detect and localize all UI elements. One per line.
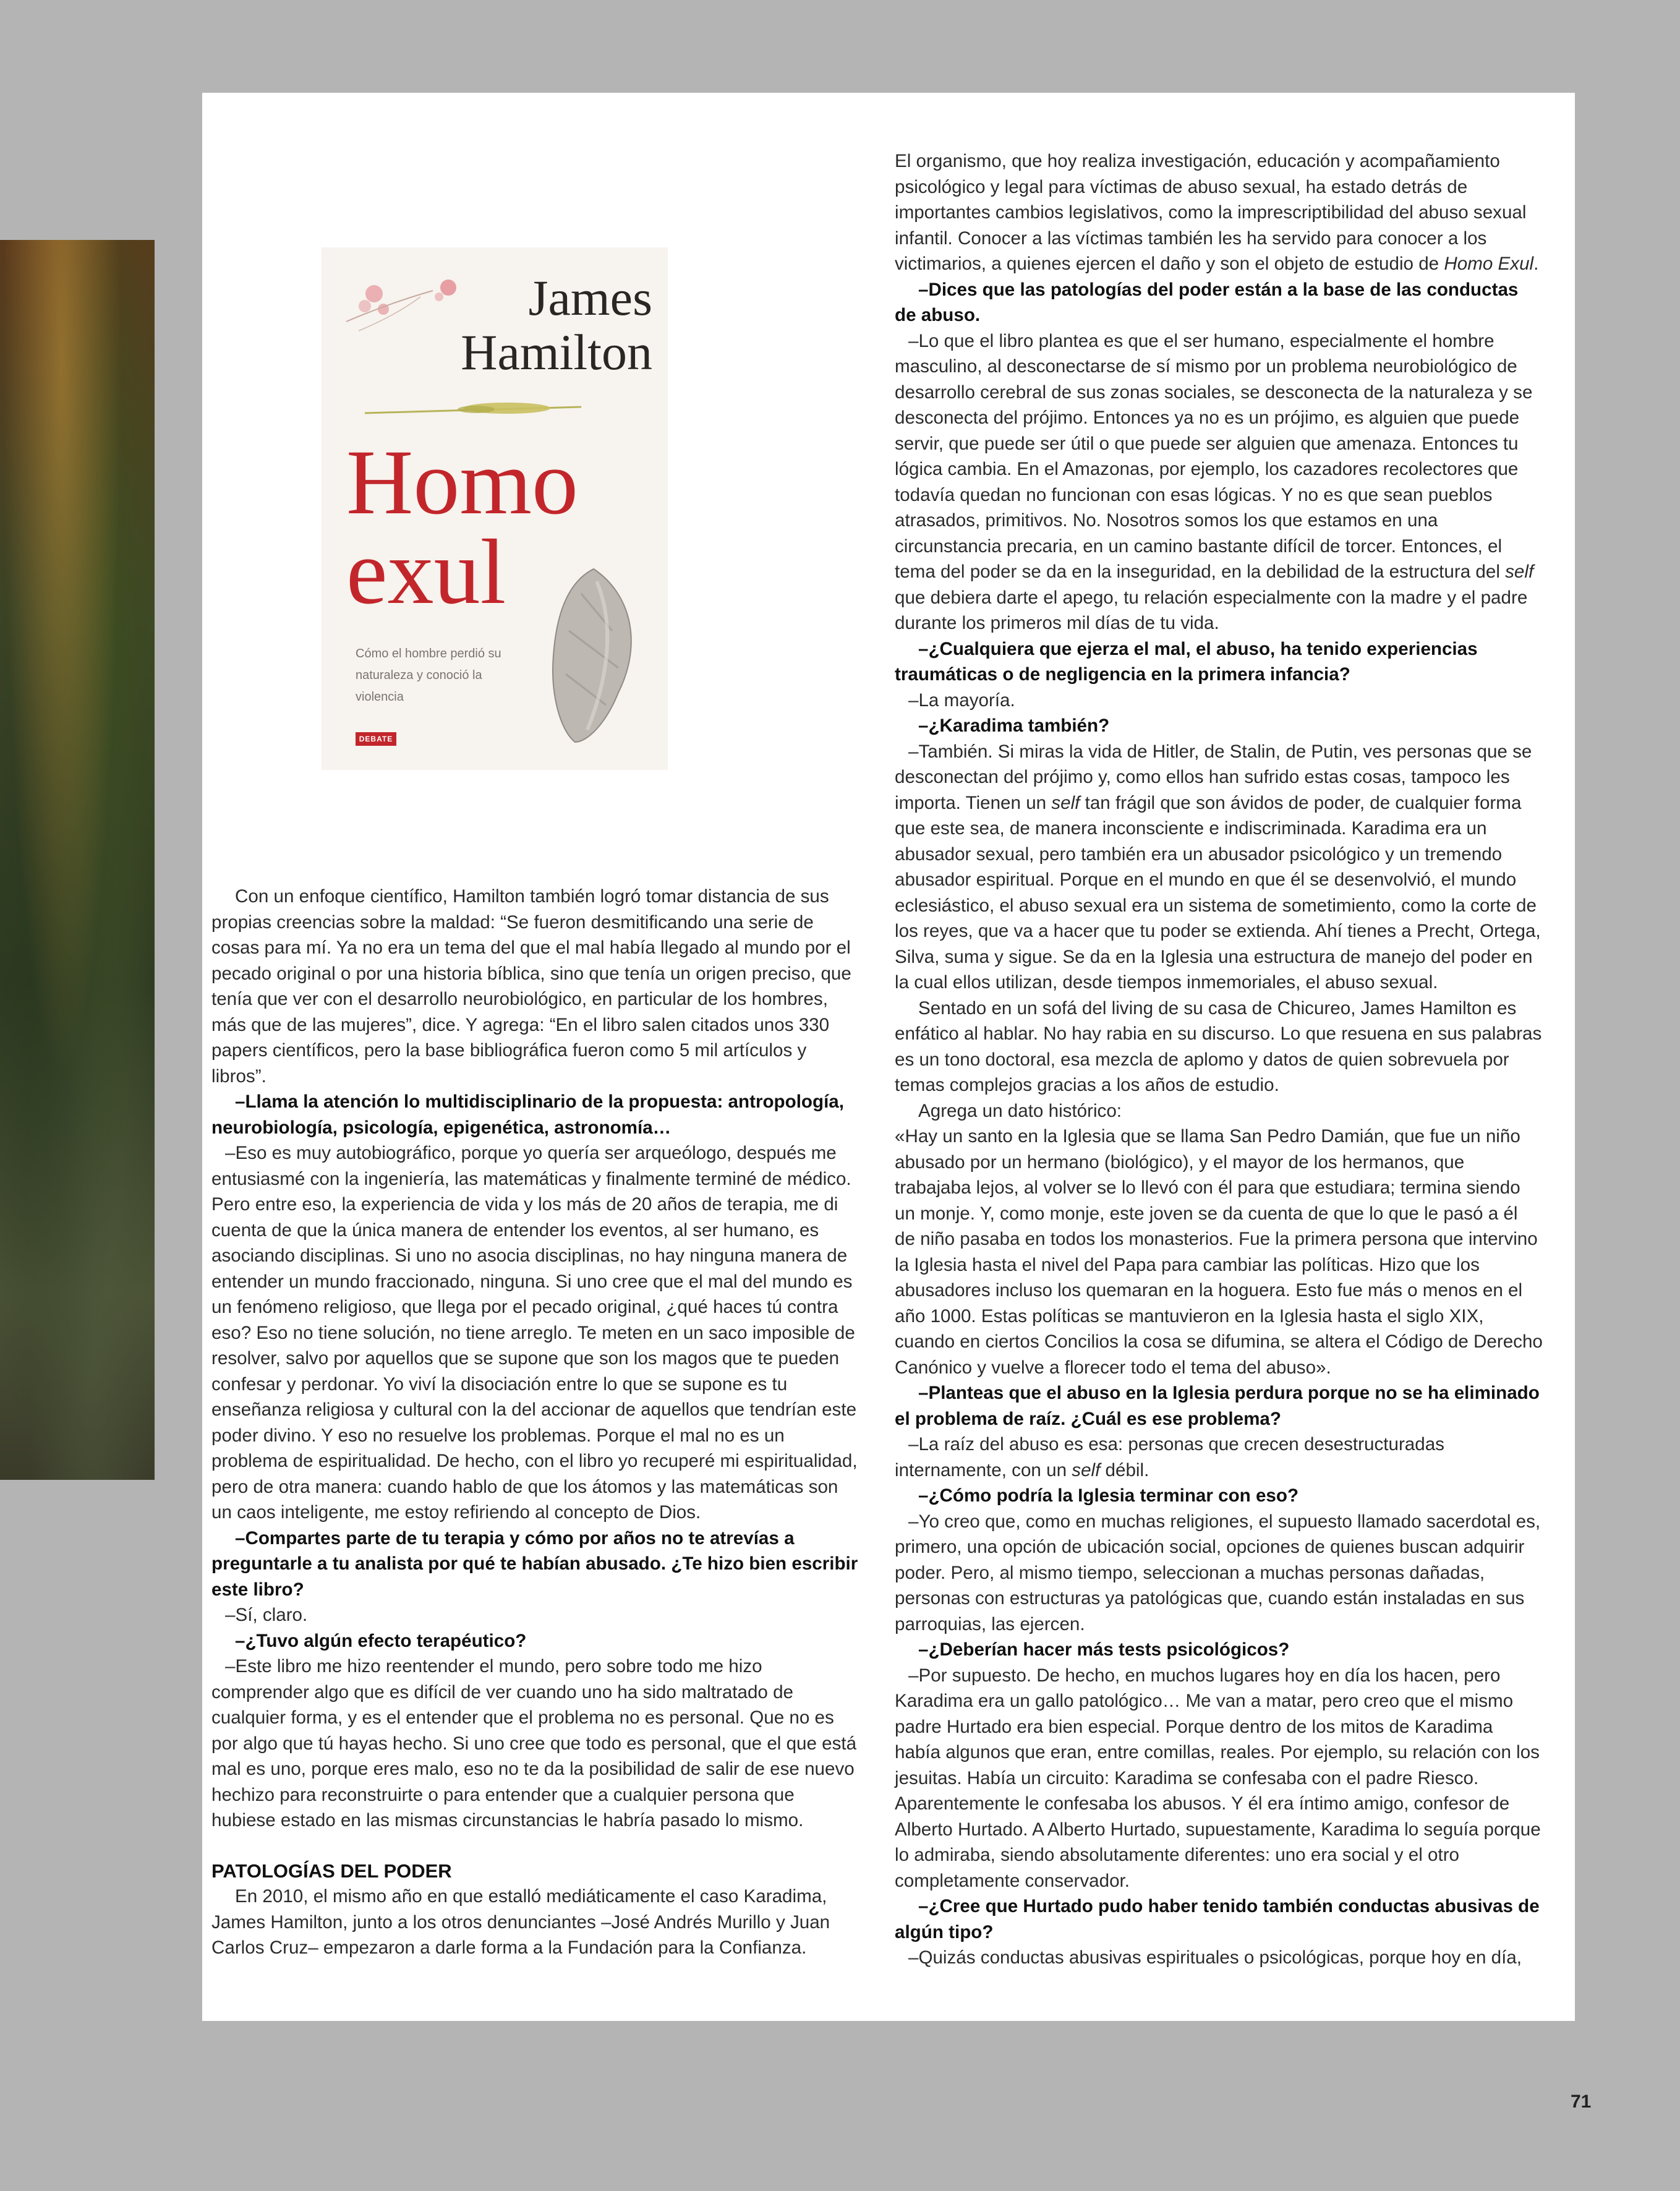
interview-answer: –Quizás conductas abusivas espirituales o psicológicas, porque hoy en día, — [908, 1947, 1522, 1968]
body-paragraph: Sentado en un sofá del living de su casa de Chicureo, James Hamilton es enfático al hablar. No hay rabia en su discurso. Lo que resuena en sus palabras es un tono doctoral, esa mezcla de aplomo y datos de quien sobrevuela por temas complejos gracias a los años de estudio. — [895, 997, 1542, 1095]
interview-question: –Dices que las patologías del poder están a la base de las conductas de abuso. — [895, 279, 1519, 325]
body-paragraph: En 2010, el mismo año en que estalló mediáticamente el caso Karadima, James Hamilton, junto a los otros denunciantes –José Andrés Murillo y Juan Carlos Cruz– empezaron a darle forma a la Fundación para la Confianza. — [211, 1886, 830, 1958]
italic-term: self — [1505, 562, 1534, 582]
interview-question: –¿Tuvo algún efecto terapéutico? — [235, 1630, 527, 1651]
interview-question: –¿Cómo podría la Iglesia terminar con eso? — [918, 1485, 1299, 1506]
interview-answer: –Yo creo que, como en muchas religiones, el supuesto llamado sacerdotal es, primero, una opción de ubicación social, opciones de quienes buscan adquirir poder. Pero, al mismo tiempo, seleccionan a muchas personas dañadas, personas con estructuras ya patológicas que, cuando están instaladas en sus parroquias, las ejercen. — [895, 1511, 1541, 1634]
italic-term: self — [1072, 1459, 1101, 1480]
interview-answer: –Eso es muy autobiográfico, porque yo quería ser arqueólogo, después me entusiasmé con la ingeniería, las matemáticas y finalmente terminé de médico. Pero entre eso, la experiencia de vida y los más de 20 años de terapia, me di cuenta de que la única manera de entender los eventos, al ser humano, es asociando disciplinas. Si uno no asocia disciplinas, no hay ninguna manera de entender un mundo fraccionado, ninguna. Si uno cree que el mal del mundo es un fenómeno religioso, que llega por el pecado original, ¿qué haces tú contra eso? Eso no tiene solución, no tiene arreglo. Te meten en un saco imposible de resolver, salvo por aquellos que se supone que son los magos que te pueden confesar y perdonar. Yo viví la disociación entre lo que se supone es tu enseñanza religiosa y cultural con la del accionar de aquellos que tendrían este poder divino. Y eso no resuelve los problemas. Porque el mal no es un problema de espiritualidad. De hecho, con el libro yo recuperé mi espiritualidad, pero de otra manera: cuando hablo de que los átomos y las matemáticas son un caos inteligente, me estoy refiriendo al concepto de Dios. — [211, 1143, 858, 1523]
interview-answer: –Por supuesto. De hecho, en muchos lugares hoy en día los hacen, pero Karadima era un gallo patológico… Me van a matar, pero creo que el mismo padre Hurtado era bien especial. Porque dentro de los mitos de Karadima había algunos que eran, entre comillas, reales. Por ejemplo, su relación con los jesuitas. Había un circuito: Karadima se confesaba con el padre Riesco. Aparentemente le confesaba los abusos. Y él era íntimo amigo, confesor de Alberto Hurtado. A Alberto Hurtado, supuestamente, Karadima lo seguía porque lo admiraba, siendo absolutamente diferentes: uno era social y el otro completamente conservador. — [895, 1665, 1541, 1891]
publisher-logo: DEBATE — [356, 732, 396, 746]
block-quote: «Hay un santo en la Iglesia que se llama San Pedro Damián, que fue un niño abusado por un hermano (biológico), y el mayor de los hermanos, que trabajaba lejos, al volver se lo llevó con él para que estudiara; termina siendo un monje. Y, como monje, este joven se da cuenta de que lo que le pasó a él de niño pasaba en todos los monasterios. Fue la primera persona que intervino la Iglesia hasta el nivel del Papa para cambiar las políticas. Hizo que los abusadores incluso los quemaran en la hoguera. Esto fue más o menos en el año 1000. Estas políticas se mantuvieron en la Iglesia hasta el siglo XIX, cuando en ciertos Concilios la cosa se difumina, se altera el Código de Derecho Canónico y vuelve a florecer todo el tema del abuso». — [895, 1126, 1543, 1378]
interview-question: –¿Cree que Hurtado pudo haber tenido también conductas abusivas de algún tipo? — [895, 1896, 1540, 1942]
text-run: El organismo, que hoy realiza investigación, educación y acompañamiento psicológico y legal para víctimas de abuso sexual, ha estado detrás de importantes cambios legislativos, como la imprescriptibilidad del abuso sexual infantil. Conocer a las víctimas también les ha servido para conocer a los victimarios, a quienes ejercen el daño y son el objeto de estudio de — [895, 151, 1527, 274]
text-run: –También. Si miras la vida de Hitler, de Stalin, de Putin, ves personas que se desconectan del prójimo y, como ellos han sufrido estas cosas, tampoco les importa. Tienen un — [895, 741, 1532, 813]
background-photo — [0, 240, 155, 1480]
cover-title-line1: Homo — [346, 431, 578, 534]
stone-arrowhead-icon — [553, 569, 631, 742]
text-run: tan frágil que son ávidos de poder, de cualquier forma que este sea, de manera inconsciente e indiscriminada. Karadima era un abusador sexual, pero también era un abusador psicológico y un tremendo abusador espiritual. Porque en el mundo en que él se desenvolvió, el mundo eclesiástico, el abuso sexual era un sistema de sometimiento, como la corte de los reyes, que va a hacer que tu poder se extienda. Ahí tienes a Precht, Ortega, Silva, suma y sigue. Se da en la Iglesia una estructura de manejo del poder en la cual ellos utilizan, desde tiempos inmemoriales, el abuso sexual. — [895, 792, 1541, 993]
interview-question: –¿Karadima también? — [918, 715, 1110, 736]
italic-term: self — [1051, 792, 1080, 813]
interview-question: –¿Deberían hacer más tests psicológicos? — [918, 1639, 1290, 1660]
interview-answer: –Este libro me hizo reentender el mundo, pero sobre todo me hizo comprender algo que es difícil de ver cuando uno ha sido maltratado de cualquier forma, y es el entender que el problema no es personal. Que no es por algo que tú hayas hecho. Si uno cree que todo es personal, que el que está mal es uno, porque eres malo, eso no te da la posibilidad de salir de ese nuevo hechizo para reconstruirte o para entender que a cualquier persona que hubiese estado en las mismas circunstancias le habría pasado lo mismo. — [211, 1656, 857, 1830]
text-run: débil. — [1100, 1459, 1149, 1480]
body-paragraph: Con un enfoque científico, Hamilton también logró tomar distancia de sus propias creencias sobre la maldad: “Se fueron desmitificando una serie de cosas para mí. Ya no era un tema del que el mal había llegado al mundo por el pecado original o por una historia bíblica, sino que tenía un origen preciso, que tenía que ver con el desarrollo neurobiológico, en particular de los hombres, más que de las mujeres”, dice. Y agrega: “En el libro salen citados unos 330 papers científicos, pero la base bibliográfica fueron como 5 mil artículos y libros”. — [211, 886, 851, 1087]
book-cover-image — [322, 247, 668, 770]
cover-author-first: James — [528, 270, 652, 326]
cover-author-last: Hamilton — [461, 324, 652, 380]
book-title-italic: Homo Exul — [1444, 254, 1534, 274]
interview-question: –Llama la atención lo multidisciplinario de la propuesta: antropología, neurobiología, psicología, epigenética, astronomía… — [211, 1091, 844, 1138]
text-run: –La raíz del abuso es esa: personas que crecen desestructuradas internamente, con un — [895, 1434, 1444, 1480]
interview-answer — [895, 739, 1543, 996]
text-run: –Lo que el libro plantea es que el ser humano, especialmente el hombre masculino, al desconectarse de sí mismo por un problema neurobiológico de desarrollo cerebral de sus zonas sociales, se desconecta de la naturaleza y se desconecta del prójimo. Entonces ya no es un prójimo, es alguien que puede servir, que puede ser útil o que puede ser alguien que amenaza. Entonces tu lógica cambia. En el Amazonas, por ejemplo, los cazadores recolectores que todavía quedan no funcionan con esas lógicas. Y no es que sean pueblos atrasados, primitivos. No. Nosotros somos los que estamos en una circunstancia precaria, en un camino bastante difícil de torcer. Entonces, el tema del poder se da en la inseguridad, en la debilidad de la estructura del — [895, 330, 1533, 582]
right-article-column — [895, 148, 1543, 1971]
cover-subtitle: Cómo el hombre perdió su naturaleza y conoció la violencia — [356, 647, 501, 704]
wheat-icon — [365, 403, 581, 414]
text-run: que debiera darte el apego, tu relación especialmente con la madre y el padre durante los primeros mil días de tu vida. — [895, 587, 1528, 633]
interview-answer — [895, 1432, 1543, 1483]
interview-answer — [895, 328, 1543, 636]
interview-answer: –La mayoría. — [908, 690, 1015, 711]
interview-question: –Compartes parte de tu terapia y cómo por años no te atrevías a preguntarle a tu analista por qué te habían abusado. ¿Te hizo bien escribir este libro? — [211, 1527, 858, 1600]
page-number: 71 — [1571, 2091, 1592, 2112]
text-run: . — [1533, 254, 1539, 274]
left-article-column — [211, 884, 859, 1961]
cover-title-line2: exul — [346, 521, 506, 623]
section-heading: PATOLOGÍAS DEL PODER — [211, 1860, 452, 1882]
interview-answer: –Sí, claro. — [225, 1605, 308, 1625]
interview-question: –Planteas que el abuso en la Iglesia perdura porque no se ha eliminado el problema de raíz. ¿Cuál es ese problema? — [895, 1383, 1540, 1429]
body-paragraph — [895, 148, 1543, 277]
interview-question: –¿Cualquiera que ejerza el mal, el abuso, ha tenido experiencias traumáticas o de negligencia en la primera infancia? — [895, 638, 1478, 685]
body-paragraph: Agrega un dato histórico: — [918, 1100, 1122, 1121]
